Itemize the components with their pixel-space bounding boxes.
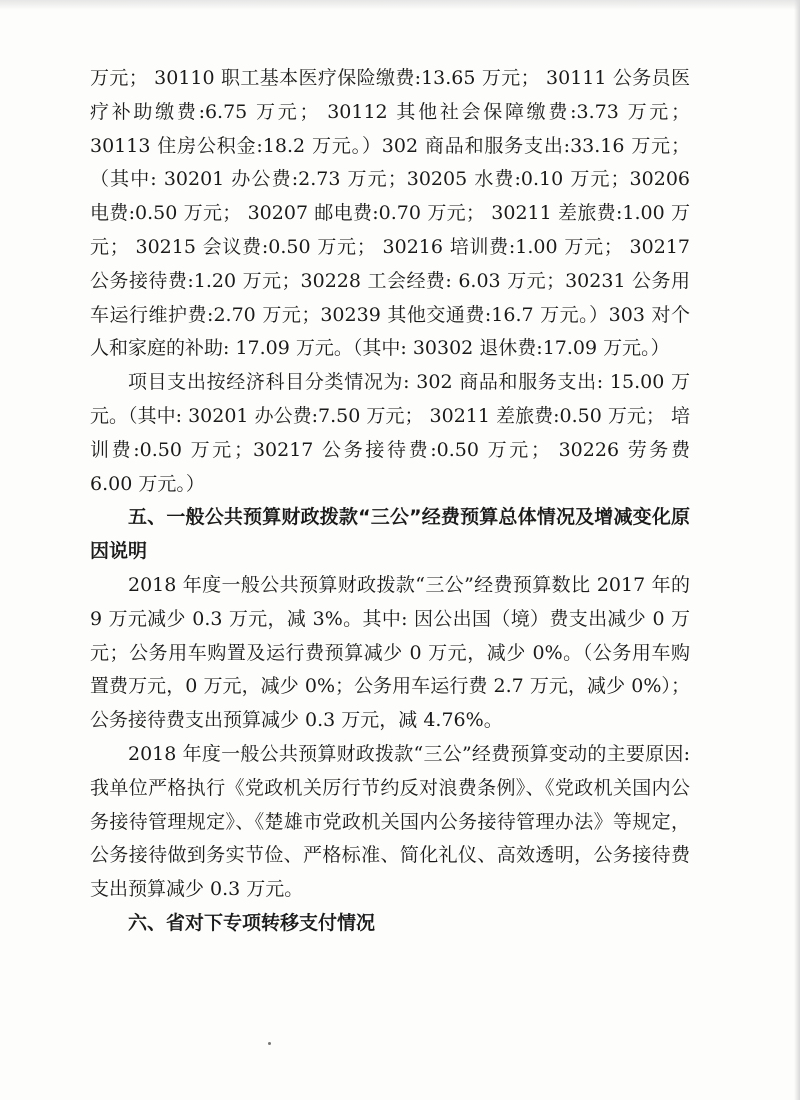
section-heading-six: 六、省对下专项转移支付情况 xyxy=(128,911,376,934)
budget-detail-paragraph: 万元； 30110 职工基本医疗保险缴费:13.65 万元； 30111 公务员医疗补助缴费:6.75 万元； 30112 其他社会保障缴费:3.73 万元；30113 住房公积金:18.2 万元。）302 商品和服务支出:33.16 万元；（其中: 30201 办公费:2.73 万元；30205 水费:0.10 万元；30206 电费:0.50 万元； 30207 邮电费:0.70 万元； 30211 差旅费:1.00 万元； 30215 会议费:0.50 万元； 30216 培训费:1.00 万元； 30217 公务接待费:1.20 万元；30228 工会经费: 6.03 万元；30231 公务用车运行维护费:2.70 万元；30239 其他交通费:16.7 万元。）303 对个人和家庭的补助: 17.09 万元。（其中: 30302 退休费:17.09 万元。） xyxy=(90,67,690,360)
scan-right-edge xyxy=(794,0,800,1100)
scan-speck xyxy=(268,1042,271,1045)
document-page xyxy=(90,62,690,941)
section-heading-five: 五、一般公共预算财政拨款“三公”经费预算总体情况及增减变化原因说明 xyxy=(90,506,690,563)
scan-top-edge xyxy=(0,0,800,10)
budget-change-reason-paragraph: 2018 年度一般公共预算财政拨款“三公”经费预算变动的主要原因: 我单位严格执行《党政机关厉行节约反对浪费条例》、《党政机关国内公务接待管理规定》、《楚雄市党政机关国内公务接待管理办法》等规定，公务接待做到务实节俭、严格标准、简化礼仪、高效透明，公务接待费支出预算减少 0.3 万元。 xyxy=(90,742,690,901)
three-public-budget-paragraph: 2018 年度一般公共预算财政拨款“三公”经费预算数比 2017 年的 9 万元减少 0.3 万元，减 3%。其中: 因公出国（境）费支出减少 0 万元；公务用车购置及运行费预算减少 0 万元，减少 0%。（公务用车购置费万元，0 万元，减少 0%；公务用车运行费 2.7 万元，减少 0%）；公务接待费支出预算减少 0.3 万元，减 4.76%。 xyxy=(90,573,690,732)
project-expenditure-paragraph: 项目支出按经济科目分类情况为: 302 商品和服务支出: 15.00 万元。（其中: 30201 办公费:7.50 万元； 30211 差旅费:0.50 万元； 培训费:0.50 万元；30217 公务接待费:0.50 万元； 30226 劳务费 6.00 万元。） xyxy=(90,371,690,495)
